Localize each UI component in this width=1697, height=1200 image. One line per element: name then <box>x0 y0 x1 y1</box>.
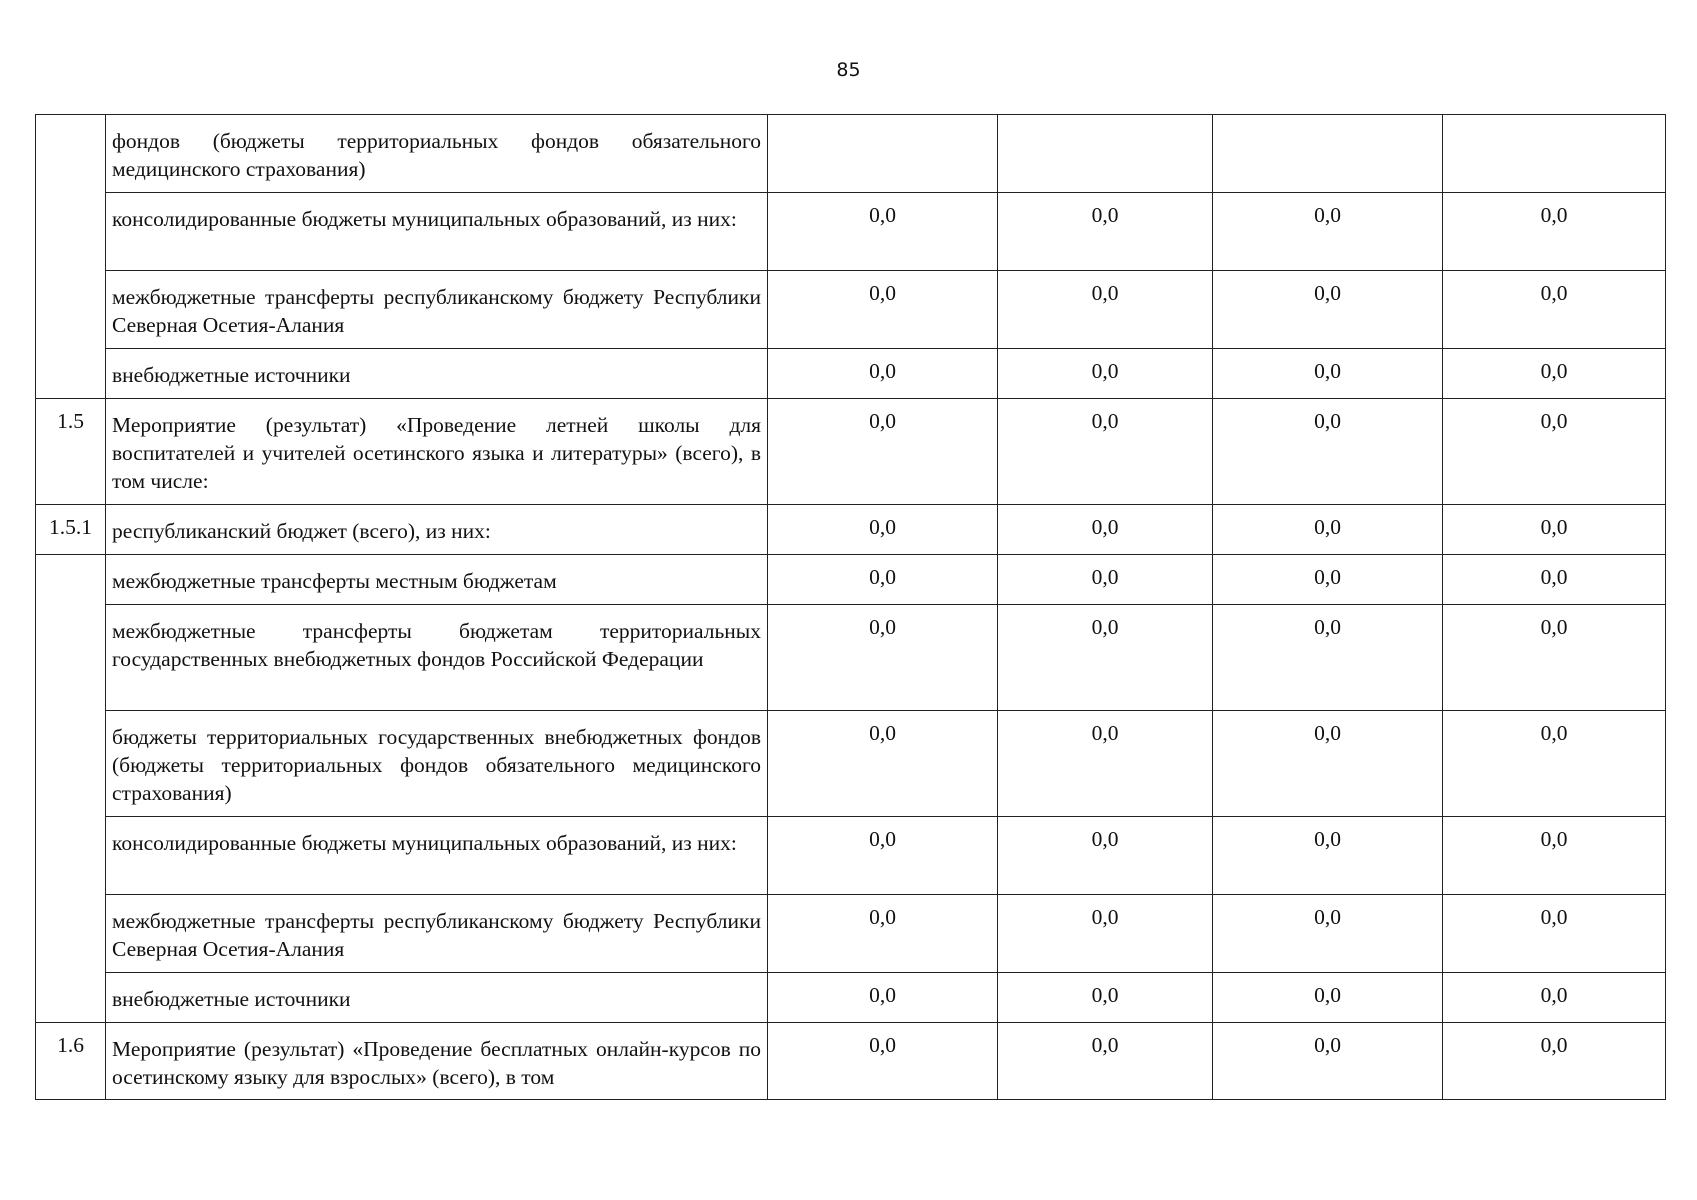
value-cell: 0,0 <box>1443 399 1666 505</box>
budget-table-body <box>36 115 1666 1100</box>
value-cell: 0,0 <box>768 271 998 349</box>
value-cell: 0,0 <box>998 349 1213 399</box>
row-number-cell <box>36 555 106 1023</box>
table-row <box>36 817 1666 895</box>
row-number-cell: 1.6 <box>36 1023 106 1100</box>
value-cell: 0,0 <box>768 711 998 817</box>
table-row <box>36 505 1666 555</box>
value-cell: 0,0 <box>1213 193 1443 271</box>
value-cell: 0,0 <box>1443 193 1666 271</box>
value-cell: 0,0 <box>1443 605 1666 711</box>
value-cell: 0,0 <box>768 895 998 973</box>
table-row <box>36 399 1666 505</box>
value-cell: 0,0 <box>998 817 1213 895</box>
value-cell: 0,0 <box>768 1023 998 1100</box>
value-cell: 0,0 <box>1443 895 1666 973</box>
value-cell <box>1213 115 1443 193</box>
value-cell: 0,0 <box>1213 817 1443 895</box>
value-cell: 0,0 <box>768 605 998 711</box>
row-description-cell: внебюджетные источники <box>106 973 768 1023</box>
value-cell: 0,0 <box>768 193 998 271</box>
value-cell: 0,0 <box>1213 271 1443 349</box>
row-number-cell: 1.5 <box>36 399 106 505</box>
table-row <box>36 271 1666 349</box>
page-number: 85 <box>836 59 861 81</box>
value-cell: 0,0 <box>1213 711 1443 817</box>
row-description-cell: бюджеты территориальных государственных внебюджетных фондов (бюджеты территориальных фондов обязательного медицинского страхования) <box>106 711 768 817</box>
value-cell: 0,0 <box>1213 895 1443 973</box>
table-row <box>36 349 1666 399</box>
value-cell: 0,0 <box>1213 555 1443 605</box>
row-description-cell: Мероприятие (результат) «Проведение бесплатных онлайн-курсов по осетинскому языку для взрослых» (всего), в том <box>106 1023 768 1100</box>
value-cell: 0,0 <box>768 817 998 895</box>
value-cell: 0,0 <box>998 271 1213 349</box>
row-description-cell: консолидированные бюджеты муниципальных образований, из них: <box>106 193 768 271</box>
row-description-cell: межбюджетные трансферты республиканскому бюджету Республики Северная Осетия-Алания <box>106 271 768 349</box>
table-row <box>36 711 1666 817</box>
value-cell: 0,0 <box>768 349 998 399</box>
value-cell: 0,0 <box>768 505 998 555</box>
table-row <box>36 555 1666 605</box>
value-cell <box>998 115 1213 193</box>
value-cell: 0,0 <box>998 399 1213 505</box>
value-cell: 0,0 <box>998 711 1213 817</box>
value-cell: 0,0 <box>1213 505 1443 555</box>
value-cell: 0,0 <box>998 555 1213 605</box>
value-cell: 0,0 <box>998 505 1213 555</box>
value-cell: 0,0 <box>1213 605 1443 711</box>
value-cell: 0,0 <box>768 973 998 1023</box>
table-row <box>36 115 1666 193</box>
row-description-cell: фондов (бюджеты территориальных фондов обязательного медицинского страхования) <box>106 115 768 193</box>
value-cell: 0,0 <box>1213 349 1443 399</box>
value-cell: 0,0 <box>1443 973 1666 1023</box>
value-cell: 0,0 <box>1443 817 1666 895</box>
value-cell: 0,0 <box>1443 555 1666 605</box>
row-description-cell: республиканский бюджет (всего), из них: <box>106 505 768 555</box>
table-row <box>36 1023 1666 1100</box>
row-description-cell: межбюджетные трансферты бюджетам территориальных государственных внебюджетных фондов Российской Федерации <box>106 605 768 711</box>
value-cell: 0,0 <box>1443 1023 1666 1100</box>
value-cell: 0,0 <box>998 973 1213 1023</box>
row-description-cell: межбюджетные трансферты республиканскому бюджету Республики Северная Осетия-Алания <box>106 895 768 973</box>
table-row <box>36 605 1666 711</box>
value-cell: 0,0 <box>1443 271 1666 349</box>
budget-table <box>35 114 1666 1100</box>
value-cell: 0,0 <box>1443 505 1666 555</box>
row-description-cell: консолидированные бюджеты муниципальных образований, из них: <box>106 817 768 895</box>
row-description-cell: Мероприятие (результат) «Проведение летней школы для воспитателей и учителей осетинского языка и литературы» (всего), в том числе: <box>106 399 768 505</box>
row-number-cell <box>36 115 106 399</box>
value-cell: 0,0 <box>1213 973 1443 1023</box>
value-cell: 0,0 <box>998 193 1213 271</box>
value-cell: 0,0 <box>998 605 1213 711</box>
value-cell <box>1443 115 1666 193</box>
row-description-cell: внебюджетные источники <box>106 349 768 399</box>
row-number-cell: 1.5.1 <box>36 505 106 555</box>
value-cell: 0,0 <box>768 555 998 605</box>
table-row <box>36 973 1666 1023</box>
row-description-cell: межбюджетные трансферты местным бюджетам <box>106 555 768 605</box>
value-cell <box>768 115 998 193</box>
value-cell: 0,0 <box>1443 711 1666 817</box>
value-cell: 0,0 <box>1213 399 1443 505</box>
value-cell: 0,0 <box>998 1023 1213 1100</box>
table-row <box>36 895 1666 973</box>
value-cell: 0,0 <box>998 895 1213 973</box>
value-cell: 0,0 <box>768 399 998 505</box>
value-cell: 0,0 <box>1213 1023 1443 1100</box>
table-row <box>36 193 1666 271</box>
value-cell: 0,0 <box>1443 349 1666 399</box>
